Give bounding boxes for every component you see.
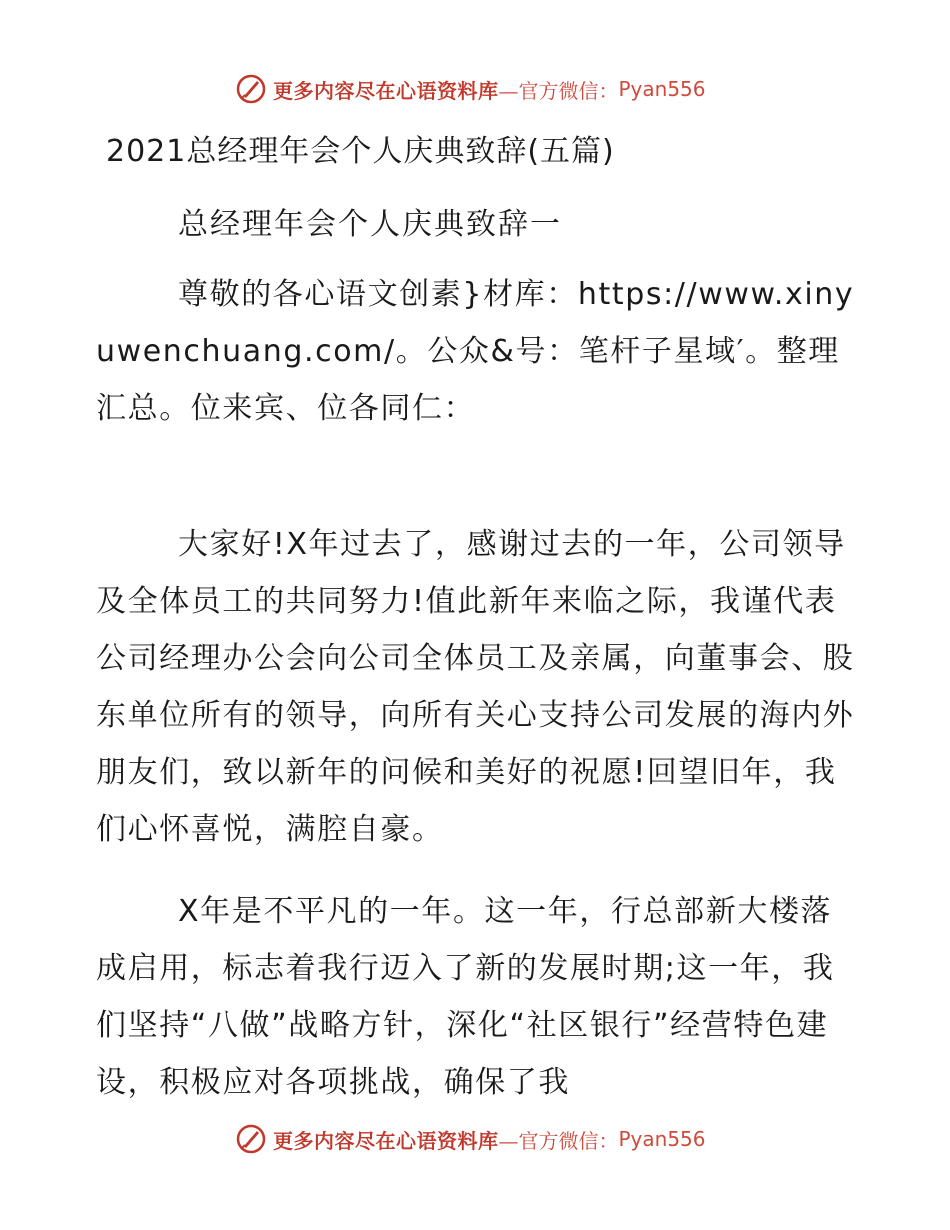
paragraph-greeting: 尊敬的各心语文创素}材库：https://www.xinyuwenchuang.com/。公众&号：笔杆子星域′。整理汇总。位来宾、位各同仁：	[96, 277, 855, 426]
document-subtitle: 总经理年会个人庆典致辞一	[178, 207, 562, 242]
header-banner	[235, 72, 706, 106]
banner-text: 更多内容尽在心语资料库	[273, 1128, 499, 1153]
banner-account: Pyan556	[618, 77, 706, 101]
quill-logo-icon	[235, 1123, 267, 1155]
paragraph-body: 大家好!X年过去了，感谢过去的一年，公司领导及全体员工的共同努力!值此新年来临之际，我谨代表公司经理办公会向公司全体员工及亲属，向董事会、股东单位所有的领导，向所有关心支持公司发展的海内外朋友们，致以新年的问候和美好的祝愿!回望旧年，我们心怀喜悦，满腔自豪。	[96, 527, 855, 847]
document-title: 2021总经理年会个人庆典致辞(五篇)	[106, 134, 615, 169]
banner-separator: —官方微信：	[498, 1128, 619, 1153]
paragraph-body: X年是不平凡的一年。这一年，行总部新大楼落成启用，标志着我行迈入了新的发展时期;这一年，我们坚持“八做”战略方针，深化“社区银行”经营特色建设，积极应对各项挑战，确保了我	[96, 894, 835, 1100]
footer-banner	[235, 1122, 706, 1156]
banner-account: Pyan556	[618, 1127, 706, 1151]
quill-logo-icon	[235, 73, 267, 105]
banner-separator: —官方微信：	[498, 78, 619, 103]
banner-text: 更多内容尽在心语资料库	[273, 78, 499, 103]
